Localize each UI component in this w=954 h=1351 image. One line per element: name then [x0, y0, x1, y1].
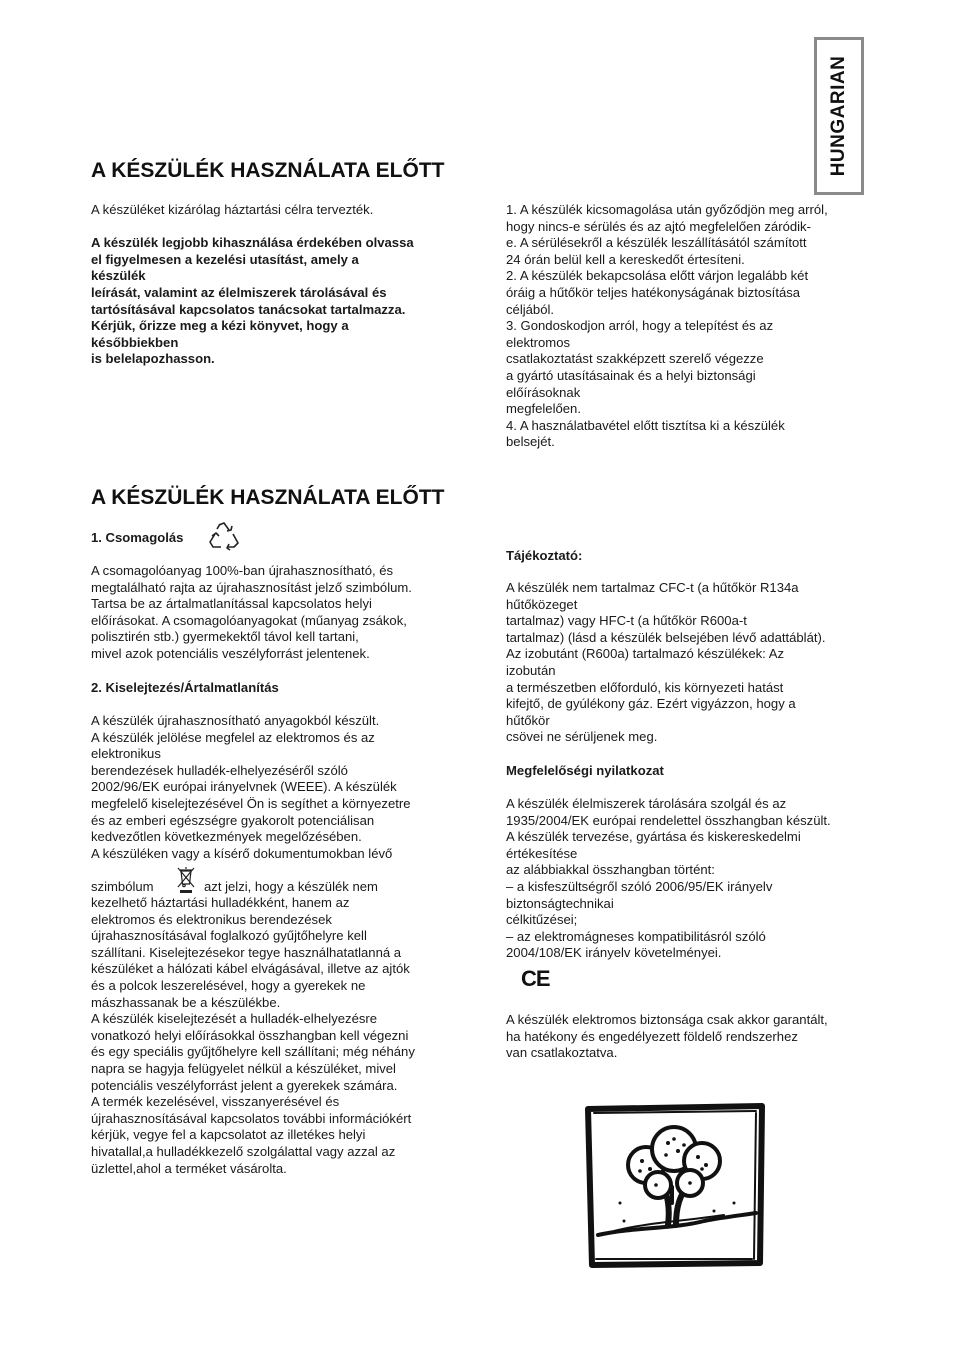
notice-line: Kérjük, őrizze meg a kézi könyvet, hogy a: [91, 318, 349, 334]
info-line: tartalmaz) vagy HFC-t (a hűtőkör R600a-t: [506, 613, 747, 629]
tree-illustration-icon: [584, 1103, 766, 1268]
step-line: megfelelően.: [506, 401, 581, 417]
disposal-title: 2. Kiselejtezés/Ártalmatlanítás: [91, 680, 279, 695]
notice-line: készülék: [91, 268, 146, 284]
packaging-line: A csomagolóanyag 100%-ban újrahasznosítható, és: [91, 563, 394, 578]
step-line: elektromos: [506, 334, 571, 350]
section2-heading: A KÉSZÜLÉK HASZNÁLATA ELŐTT: [91, 486, 445, 509]
info-line: hűtőkör: [506, 712, 550, 728]
info-text: [506, 580, 826, 746]
section1-right-column: [506, 202, 828, 451]
disposal-line: újrahasznosításával foglalkozó gyűjtőhelyre kell: [91, 928, 367, 944]
conformity-line: értékesítése: [506, 845, 578, 861]
step-line: hogy nincs-e sérülés és az ajtó megfelelően záródik-: [506, 218, 811, 234]
packaging-line: polisztirén stb.) gyermekektől távol kell tartani,: [91, 629, 359, 645]
conformity-line: biztonságtechnikai: [506, 895, 614, 911]
disposal-line: A készülék újrahasznosítható anyagokból készült.: [91, 713, 380, 728]
section1-heading: A KÉSZÜLÉK HASZNÁLATA ELŐTT: [91, 159, 445, 182]
disposal-line: kérjük, vegye fel a kapcsolatot az illetékes helyi: [91, 1127, 366, 1143]
section1-left-column: [91, 202, 414, 368]
disposal-text-b: [91, 895, 415, 1177]
disposal-line: hivatallal,a hulladékkezelő szolgálattal vagy azzal az: [91, 1143, 396, 1159]
step-line: előírásoknak: [506, 384, 581, 400]
conformity-line: – az elektromágneses kompatibilitásról szóló: [506, 928, 766, 944]
notice-line: A készülék legjobb kihasználása érdekében olvassa: [91, 235, 414, 251]
info-line: A készülék nem tartalmaz CFC-t (a hűtőkör R134a: [506, 580, 799, 595]
conformity-line: célkitűzései;: [506, 912, 578, 928]
disposal-line: elektronikus: [91, 746, 161, 762]
ce-mark-icon: CE: [521, 966, 550, 991]
info-line: Az izobutánt (R600a) tartalmazó készülékek: Az: [506, 646, 785, 662]
symbol-prefix: szimbólum: [91, 879, 154, 894]
conformity-line: 2004/108/EK irányelv követelményei.: [506, 945, 722, 961]
disposal-line: kezelhető háztartási hulladékként, hanem az: [91, 895, 350, 910]
conformity-title: Megfelelőségi nyilatkozat: [506, 763, 664, 778]
notice-line: leírását, valamint az élelmiszerek tárolásával és: [91, 284, 387, 300]
symbol-suffix: azt jelzi, hogy a készülék nem: [204, 879, 378, 894]
disposal-line: potenciális veszélyforrást jelent a gyerekek számára.: [91, 1077, 398, 1093]
disposal-line: és az emberi egészségre gyakorolt potenciálisan: [91, 812, 375, 828]
conformity-text: [506, 796, 831, 962]
notice-line: is belelapozhasson.: [91, 351, 215, 367]
info-line: a természetben előforduló, kis környezeti hatást: [506, 679, 784, 695]
step-line: céljából.: [506, 301, 555, 317]
step-line: 24 órán belül kell a kereskedőt értesíteni.: [506, 251, 745, 267]
disposal-line: és a polcok leszerelésével, hogy a gyerekek ne: [91, 977, 366, 993]
intro-text: A készüléket kizárólag háztartási célra tervezték.: [91, 202, 374, 217]
disposal-line: újrahasznosításával kapcsolatos további információkért: [91, 1110, 412, 1126]
disposal-line: berendezések hulladék-elhelyezéséről szóló: [91, 762, 348, 778]
disposal-line: A készülék jelölése megfelel az elektromos és az: [91, 729, 375, 745]
step-line: belsejét.: [506, 434, 555, 450]
disposal-line: elektromos és elektronikus berendezések: [91, 911, 332, 927]
info-line: tartalmaz) (lásd a készülék belsejében lévő adattáblát).: [506, 629, 826, 645]
disposal-line: A termék kezelésével, visszanyerésével és: [91, 1094, 340, 1110]
step-line: 4. A használatbavétel előtt tisztítsa ki a készülék: [506, 417, 785, 433]
disposal-line: és egy speciális gyűjtőhelyre kell szállítani; még néhány: [91, 1044, 415, 1060]
step-line: a gyártó utasításainak és a helyi biztonsági: [506, 367, 756, 383]
notice-line: tartósításával kapcsolatos tanácsokat tartalmazza.: [91, 301, 406, 317]
step-line: óráig a hűtőkör teljes hatékonyságának biztosítása: [506, 284, 801, 300]
disposal-line: vonatkozó helyi előírásokkal összhangban kell végezni: [91, 1027, 409, 1043]
step-line: csatlakoztatást szakképzett szerelő végezze: [506, 351, 764, 367]
info-title: Tájékoztató:: [506, 548, 583, 563]
language-tab-label: HUNGARIAN: [828, 55, 849, 177]
disposal-line: kedvezőtlen következmények megelőzésében.: [91, 829, 362, 845]
conformity-line: A készülék tervezése, gyártása és kiskereskedelmi: [506, 829, 801, 845]
packaging-text: [91, 563, 412, 663]
conformity-line: – a kisfeszültségről szóló 2006/95/EK irányelv: [506, 878, 773, 894]
disposal-line: szállítani. Kiselejtezésekor tegye használhatatlanná a: [91, 944, 402, 960]
conformity-line: 1935/2004/EK európai rendelettel összhangban készült.: [506, 812, 831, 828]
disposal-text-a: [91, 713, 411, 862]
packaging-line: mivel azok potenciális veszélyforrást jelentenek.: [91, 645, 370, 661]
info-line: csövei ne sérüljenek meg.: [506, 729, 658, 745]
disposal-line: napra se hagyja felügyelet nélkül a készüléket, mivel: [91, 1060, 396, 1076]
notice-line: későbbiekben: [91, 334, 179, 350]
conformity-line: az alábbiakkal összhangban történt:: [506, 862, 715, 878]
recycle-icon: [208, 521, 240, 551]
disposal-line: megfelelő kiselejtezésével Ön is segíthet a környezetre: [91, 795, 411, 811]
info-line: hűtőközeget: [506, 596, 578, 612]
disposal-line: A készülék kiselejtezését a hulladék-elhelyezésre: [91, 1011, 378, 1027]
safety-text: [506, 1012, 828, 1062]
safety-line: A készülék elektromos biztonsága csak akkor garantált,: [506, 1012, 828, 1027]
language-tab: [814, 37, 864, 195]
disposal-line: mászhassanak be a készülékbe.: [91, 994, 281, 1010]
conformity-line: A készülék élelmiszerek tárolására szolgál és az: [506, 796, 787, 811]
safety-line: ha hatékony és engedélyezett földelő rendszerhez: [506, 1028, 798, 1044]
step-line: 3. Gondoskodjon arról, hogy a telepítést és az: [506, 318, 774, 334]
disposal-line: 2002/96/EK európai irányelvnek (WEEE). A készülék: [91, 779, 397, 795]
safety-line: van csatlakoztatva.: [506, 1045, 618, 1061]
info-line: izobután: [506, 662, 556, 678]
step-line: 2. A készülék bekapcsolása előtt várjon legalább két: [506, 268, 809, 284]
packaging-line: megtalálható rajta az újrahasznosítást jelző szimbólum.: [91, 579, 412, 595]
disposal-line: A készüléken vagy a kísérő dokumentumokban lévő: [91, 845, 393, 861]
info-line: kifejtő, de gyúlékony gáz. Ezért vigyázzon, hogy a: [506, 696, 796, 712]
packaging-line: Tartsa be az ártalmatlanítással kapcsolatos helyi: [91, 596, 372, 612]
disposal-line: készüléket a hálózati kábel elvágásával, illetve az ajtók: [91, 961, 410, 977]
packaging-title: 1. Csomagolás: [91, 530, 184, 545]
step-line: 1. A készülék kicsomagolása után győződjön meg arról,: [506, 202, 828, 217]
step-line: e. A sérülésekről a készülék leszállításától számított: [506, 235, 807, 251]
packaging-line: előírásokat. A csomagolóanyagokat (műanyag zsákok,: [91, 612, 407, 628]
wheelie-bin-crossed-icon: [174, 865, 198, 895]
disposal-line: üzlettel,ahol a terméket vásárolta.: [91, 1160, 287, 1176]
notice-line: el figyelmesen a kezelési utasítást, amely a: [91, 251, 359, 267]
